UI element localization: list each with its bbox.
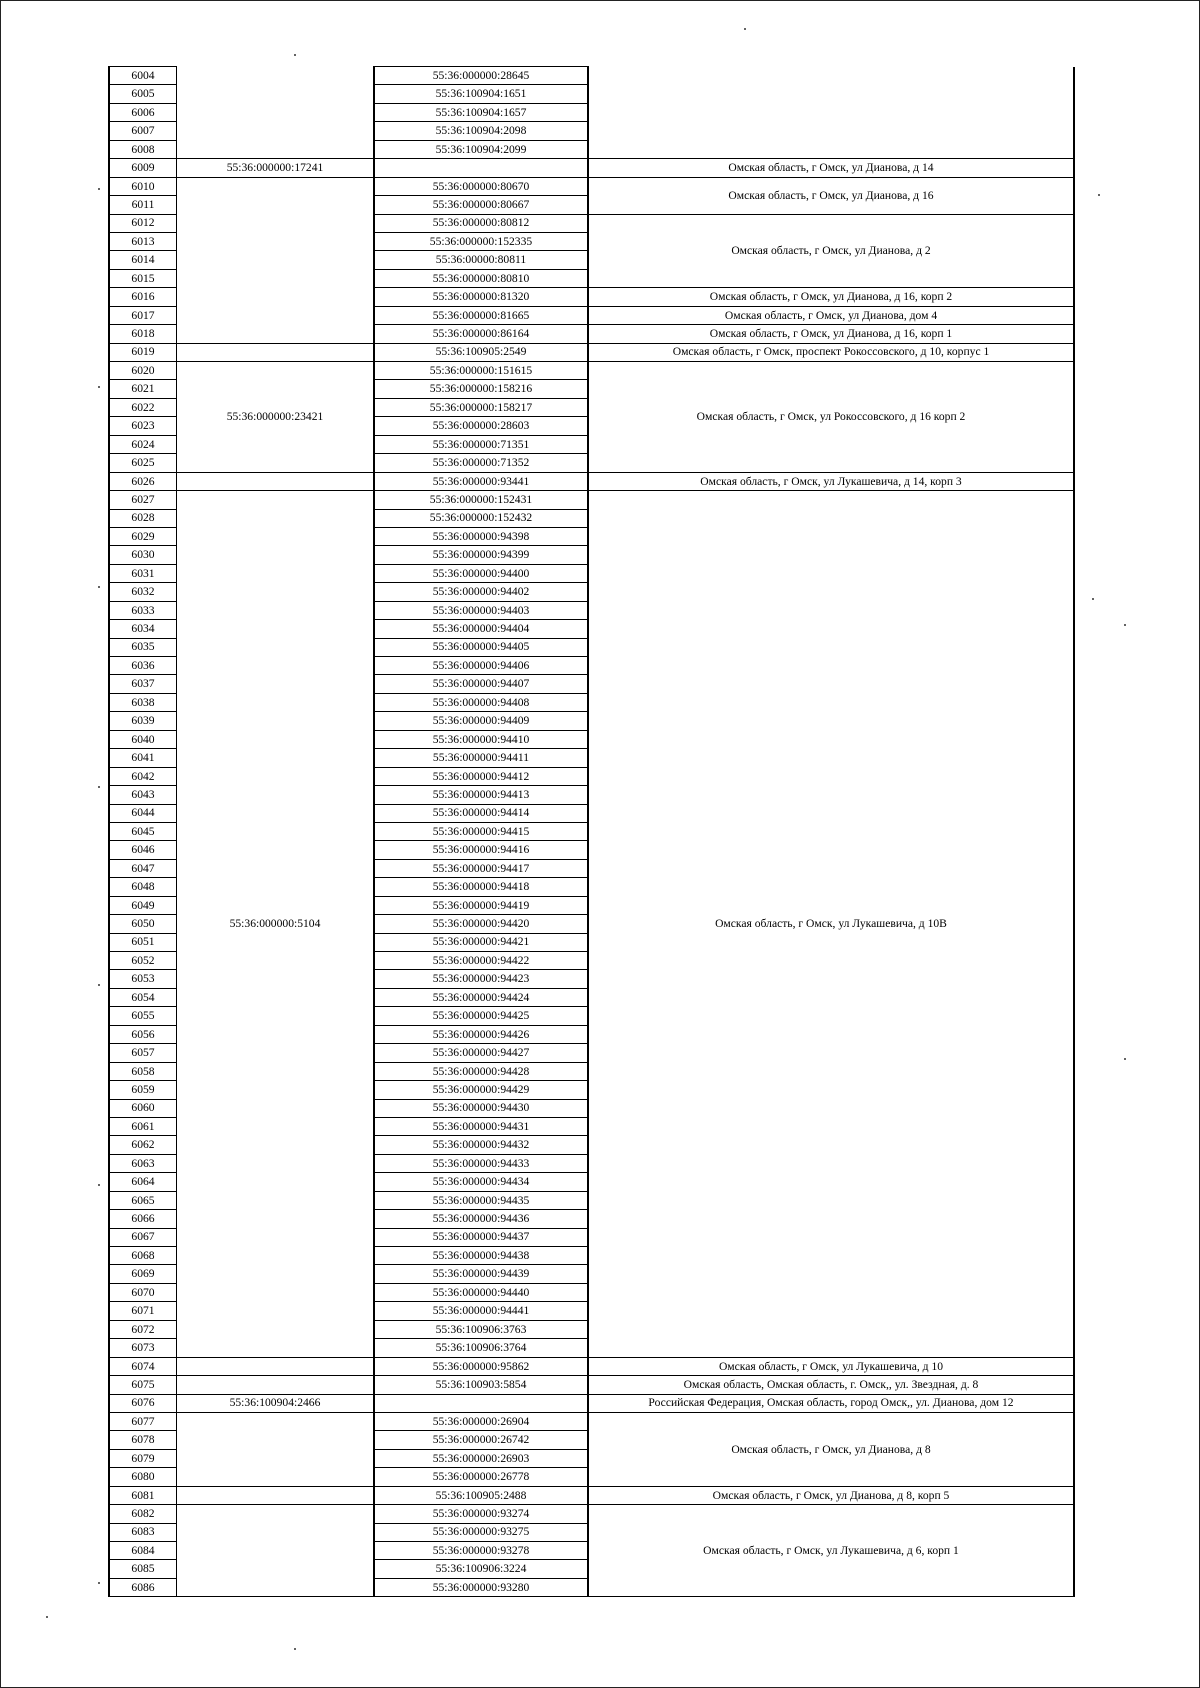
object-cadastral-number-cell: 55:36:000000:94428 <box>374 1062 588 1080</box>
object-cadastral-number-cell: 55:36:000000:94406 <box>374 657 588 675</box>
address-cell: Омская область, г Омск, ул Лукашевича, д 6, корп 1 <box>588 1505 1074 1597</box>
object-cadastral-number-cell: 55:36:000000:94441 <box>374 1302 588 1320</box>
scan-speck <box>1092 598 1094 600</box>
object-cadastral-number-cell: 55:36:000000:94436 <box>374 1210 588 1228</box>
object-cadastral-number-cell: 55:36:000000:94416 <box>374 841 588 859</box>
address-cell: Омская область, г Омск, ул Дианова, дом 4 <box>588 306 1074 324</box>
land-plot-cadastral-cell <box>177 472 375 490</box>
row-number-cell: 6069 <box>109 1265 177 1283</box>
land-plot-cadastral-cell <box>177 1357 375 1375</box>
scan-speck <box>98 984 100 986</box>
row-number-cell: 6066 <box>109 1210 177 1228</box>
object-cadastral-number-cell: 55:36:100904:2099 <box>374 140 588 158</box>
object-cadastral-number-cell: 55:36:000000:80812 <box>374 214 588 232</box>
row-number-cell: 6034 <box>109 620 177 638</box>
address-cell: Омская область, г Омск, ул Дианова, д 8 <box>588 1412 1074 1486</box>
object-cadastral-number-cell: 55:36:000000:81665 <box>374 306 588 324</box>
row-number-cell: 6028 <box>109 509 177 527</box>
row-number-cell: 6078 <box>109 1431 177 1449</box>
object-cadastral-number-cell: 55:36:000000:152335 <box>374 232 588 250</box>
row-number-cell: 6059 <box>109 1081 177 1099</box>
land-plot-cadastral-cell: 55:36:000000:5104 <box>177 491 375 1358</box>
object-cadastral-number-cell: 55:36:000000:94431 <box>374 1117 588 1135</box>
row-number-cell: 6006 <box>109 103 177 121</box>
scan-speck <box>98 386 100 388</box>
address-cell: Омская область, г Омск, ул Рокоссовского, д 16 корп 2 <box>588 362 1074 473</box>
object-cadastral-number-cell: 55:36:000000:94435 <box>374 1191 588 1209</box>
row-number-cell: 6039 <box>109 712 177 730</box>
row-number-cell: 6045 <box>109 822 177 840</box>
row-number-cell: 6074 <box>109 1357 177 1375</box>
row-number-cell: 6025 <box>109 454 177 472</box>
address-cell: Омская область, г Омск, ул Дианова, д 16, корп 1 <box>588 325 1074 343</box>
row-number-cell: 6022 <box>109 398 177 416</box>
row-number-cell: 6023 <box>109 417 177 435</box>
row-number-cell: 6036 <box>109 657 177 675</box>
row-number-cell: 6079 <box>109 1449 177 1467</box>
address-cell: Омская область, г Омск, ул Дианова, д 16, корп 2 <box>588 288 1074 306</box>
row-number-cell: 6032 <box>109 583 177 601</box>
table-row <box>109 67 1074 85</box>
land-plot-cadastral-cell: 55:36:100904:2466 <box>177 1394 375 1412</box>
object-cadastral-number-cell: 55:36:000000:94437 <box>374 1228 588 1246</box>
row-number-cell: 6017 <box>109 306 177 324</box>
table-row <box>109 1486 1074 1504</box>
object-cadastral-number-cell: 55:36:000000:94440 <box>374 1283 588 1301</box>
scan-speck <box>1098 194 1100 196</box>
row-number-cell: 6084 <box>109 1542 177 1560</box>
table-row <box>109 491 1074 509</box>
object-cadastral-number-cell: 55:36:000000:86164 <box>374 325 588 343</box>
registry-table-body <box>109 67 1074 1597</box>
row-number-cell: 6011 <box>109 196 177 214</box>
row-number-cell: 6009 <box>109 159 177 177</box>
land-plot-cadastral-cell <box>177 1376 375 1394</box>
row-number-cell: 6020 <box>109 362 177 380</box>
address-cell: Омская область, г Омск, ул Лукашевича, д 10 <box>588 1357 1074 1375</box>
row-number-cell: 6046 <box>109 841 177 859</box>
land-plot-cadastral-cell <box>177 177 375 343</box>
scan-speck <box>98 786 100 788</box>
table-row <box>109 362 1074 380</box>
scan-speck <box>98 1184 100 1186</box>
object-cadastral-number-cell: 55:36:000000:93441 <box>374 472 588 490</box>
object-cadastral-number-cell: 55:36:000000:94424 <box>374 988 588 1006</box>
row-number-cell: 6067 <box>109 1228 177 1246</box>
row-number-cell: 6012 <box>109 214 177 232</box>
object-cadastral-number-cell: 55:36:000000:94407 <box>374 675 588 693</box>
row-number-cell: 6052 <box>109 952 177 970</box>
object-cadastral-number-cell: 55:36:000000:80810 <box>374 269 588 287</box>
row-number-cell: 6081 <box>109 1486 177 1504</box>
object-cadastral-number-cell: 55:36:000000:94430 <box>374 1099 588 1117</box>
row-number-cell: 6083 <box>109 1523 177 1541</box>
row-number-cell: 6019 <box>109 343 177 361</box>
row-number-cell: 6021 <box>109 380 177 398</box>
row-number-cell: 6033 <box>109 601 177 619</box>
object-cadastral-number-cell: 55:36:000000:80667 <box>374 196 588 214</box>
row-number-cell: 6062 <box>109 1136 177 1154</box>
object-cadastral-number-cell: 55:36:100904:2098 <box>374 122 588 140</box>
row-number-cell: 6005 <box>109 85 177 103</box>
object-cadastral-number-cell: 55:36:000000:94429 <box>374 1081 588 1099</box>
object-cadastral-number-cell: 55:36:000000:28603 <box>374 417 588 435</box>
object-cadastral-number-cell: 55:36:000000:94415 <box>374 822 588 840</box>
object-cadastral-number-cell: 55:36:000000:94427 <box>374 1044 588 1062</box>
scan-speck <box>98 586 100 588</box>
object-cadastral-number-cell: 55:36:000000:94400 <box>374 564 588 582</box>
object-cadastral-number-cell: 55:36:000000:94402 <box>374 583 588 601</box>
scan-speck <box>98 1582 100 1584</box>
table-row <box>109 1412 1074 1430</box>
row-number-cell: 6042 <box>109 767 177 785</box>
row-number-cell: 6015 <box>109 269 177 287</box>
row-number-cell: 6038 <box>109 693 177 711</box>
address-cell: Омская область, Омская область, г. Омск,, ул. Звездная, д. 8 <box>588 1376 1074 1394</box>
row-number-cell: 6026 <box>109 472 177 490</box>
row-number-cell: 6076 <box>109 1394 177 1412</box>
row-number-cell: 6047 <box>109 859 177 877</box>
address-cell: Омская область, г Омск, проспект Рокоссовского, д 10, корпус 1 <box>588 343 1074 361</box>
object-cadastral-number-cell: 55:36:000000:94413 <box>374 786 588 804</box>
object-cadastral-number-cell: 55:36:000000:94420 <box>374 915 588 933</box>
row-number-cell: 6053 <box>109 970 177 988</box>
scan-speck <box>46 1616 48 1618</box>
row-number-cell: 6070 <box>109 1283 177 1301</box>
row-number-cell: 6057 <box>109 1044 177 1062</box>
object-cadastral-number-cell: 55:36:000000:158216 <box>374 380 588 398</box>
row-number-cell: 6085 <box>109 1560 177 1578</box>
object-cadastral-number-cell: 55:36:000000:94426 <box>374 1025 588 1043</box>
row-number-cell: 6071 <box>109 1302 177 1320</box>
address-cell: Омская область, г Омск, ул Дианова, д 2 <box>588 214 1074 288</box>
object-cadastral-number-cell: 55:36:100906:3763 <box>374 1320 588 1338</box>
row-number-cell: 6008 <box>109 140 177 158</box>
row-number-cell: 6044 <box>109 804 177 822</box>
object-cadastral-number-cell: 55:36:000000:158217 <box>374 398 588 416</box>
object-cadastral-number-cell: 55:36:000000:71351 <box>374 435 588 453</box>
row-number-cell: 6073 <box>109 1339 177 1357</box>
row-number-cell: 6080 <box>109 1468 177 1486</box>
object-cadastral-number-cell: 55:36:000000:71352 <box>374 454 588 472</box>
object-cadastral-number-cell: 55:36:000000:81320 <box>374 288 588 306</box>
object-cadastral-number-cell: 55:36:000000:94439 <box>374 1265 588 1283</box>
address-cell: Омская область, г Омск, ул Лукашевича, д 14, корп 3 <box>588 472 1074 490</box>
row-number-cell: 6055 <box>109 1007 177 1025</box>
object-cadastral-number-cell: 55:36:000000:26903 <box>374 1449 588 1467</box>
row-number-cell: 6050 <box>109 915 177 933</box>
object-cadastral-number-cell: 55:36:000000:94399 <box>374 546 588 564</box>
object-cadastral-number-cell: 55:36:000000:26904 <box>374 1412 588 1430</box>
land-plot-cadastral-cell <box>177 67 375 159</box>
row-number-cell: 6058 <box>109 1062 177 1080</box>
table-row <box>109 159 1074 177</box>
row-number-cell: 6035 <box>109 638 177 656</box>
address-cell: Омская область, г Омск, ул Лукашевича, д 10В <box>588 491 1074 1358</box>
row-number-cell: 6018 <box>109 325 177 343</box>
row-number-cell: 6068 <box>109 1247 177 1265</box>
row-number-cell: 6082 <box>109 1505 177 1523</box>
object-cadastral-number-cell: 55:36:000000:94403 <box>374 601 588 619</box>
land-plot-cadastral-cell: 55:36:000000:23421 <box>177 362 375 473</box>
row-number-cell: 6016 <box>109 288 177 306</box>
object-cadastral-number-cell: 55:36:000000:94409 <box>374 712 588 730</box>
object-cadastral-number-cell: 55:36:000000:94408 <box>374 693 588 711</box>
row-number-cell: 6014 <box>109 251 177 269</box>
table-row <box>109 1376 1074 1394</box>
table-row <box>109 472 1074 490</box>
object-cadastral-number-cell: 55:36:000000:95862 <box>374 1357 588 1375</box>
row-number-cell: 6060 <box>109 1099 177 1117</box>
row-number-cell: 6056 <box>109 1025 177 1043</box>
row-number-cell: 6041 <box>109 749 177 767</box>
object-cadastral-number-cell: 55:36:100906:3224 <box>374 1560 588 1578</box>
row-number-cell: 6010 <box>109 177 177 195</box>
object-cadastral-number-cell: 55:36:000000:93278 <box>374 1542 588 1560</box>
object-cadastral-number-cell <box>374 159 588 177</box>
row-number-cell: 6024 <box>109 435 177 453</box>
row-number-cell: 6061 <box>109 1117 177 1135</box>
object-cadastral-number-cell: 55:36:000000:80670 <box>374 177 588 195</box>
object-cadastral-number-cell: 55:36:100903:5854 <box>374 1376 588 1394</box>
object-cadastral-number-cell: 55:36:000000:94411 <box>374 749 588 767</box>
object-cadastral-number-cell: 55:36:100904:1651 <box>374 85 588 103</box>
object-cadastral-number-cell: 55:36:100904:1657 <box>374 103 588 121</box>
scan-speck <box>98 188 100 190</box>
row-number-cell: 6075 <box>109 1376 177 1394</box>
row-number-cell: 6054 <box>109 988 177 1006</box>
object-cadastral-number-cell: 55:36:000000:26742 <box>374 1431 588 1449</box>
row-number-cell: 6051 <box>109 933 177 951</box>
row-number-cell: 6064 <box>109 1173 177 1191</box>
row-number-cell: 6049 <box>109 896 177 914</box>
registry-table <box>108 66 1075 1597</box>
scan-speck <box>294 1648 296 1650</box>
scan-speck <box>744 28 746 30</box>
land-plot-cadastral-cell <box>177 1412 375 1486</box>
object-cadastral-number-cell: 55:36:000000:94422 <box>374 952 588 970</box>
object-cadastral-number-cell <box>374 1394 588 1412</box>
row-number-cell: 6013 <box>109 232 177 250</box>
row-number-cell: 6086 <box>109 1578 177 1596</box>
address-cell: Омская область, г Омск, ул Дианова, д 8, корп 5 <box>588 1486 1074 1504</box>
object-cadastral-number-cell: 55:36:000000:94425 <box>374 1007 588 1025</box>
address-cell <box>588 67 1074 159</box>
object-cadastral-number-cell: 55:36:000000:152432 <box>374 509 588 527</box>
object-cadastral-number-cell: 55:36:000000:94414 <box>374 804 588 822</box>
object-cadastral-number-cell: 55:36:000000:94423 <box>374 970 588 988</box>
object-cadastral-number-cell: 55:36:000000:93274 <box>374 1505 588 1523</box>
land-plot-cadastral-cell <box>177 1505 375 1597</box>
object-cadastral-number-cell: 55:36:000000:93275 <box>374 1523 588 1541</box>
row-number-cell: 6043 <box>109 786 177 804</box>
table-row <box>109 177 1074 195</box>
row-number-cell: 6077 <box>109 1412 177 1430</box>
scan-speck <box>294 54 296 56</box>
object-cadastral-number-cell: 55:36:000000:94438 <box>374 1247 588 1265</box>
object-cadastral-number-cell: 55:36:000000:94412 <box>374 767 588 785</box>
row-number-cell: 6065 <box>109 1191 177 1209</box>
object-cadastral-number-cell: 55:36:000000:94417 <box>374 859 588 877</box>
object-cadastral-number-cell: 55:36:000000:93280 <box>374 1578 588 1596</box>
address-cell: Омская область, г Омск, ул Дианова, д 16 <box>588 177 1074 214</box>
object-cadastral-number-cell: 55:36:000000:94410 <box>374 730 588 748</box>
scan-speck <box>1124 1058 1126 1060</box>
object-cadastral-number-cell: 55:36:000000:151615 <box>374 362 588 380</box>
object-cadastral-number-cell: 55:36:000000:94421 <box>374 933 588 951</box>
land-plot-cadastral-cell <box>177 343 375 361</box>
object-cadastral-number-cell: 55:36:000000:94433 <box>374 1154 588 1172</box>
object-cadastral-number-cell: 55:36:000000:94398 <box>374 527 588 545</box>
table-row <box>109 1505 1074 1523</box>
object-cadastral-number-cell: 55:36:100905:2549 <box>374 343 588 361</box>
row-number-cell: 6037 <box>109 675 177 693</box>
row-number-cell: 6048 <box>109 878 177 896</box>
row-number-cell: 6063 <box>109 1154 177 1172</box>
land-plot-cadastral-cell <box>177 1486 375 1504</box>
row-number-cell: 6040 <box>109 730 177 748</box>
row-number-cell: 6007 <box>109 122 177 140</box>
row-number-cell: 6072 <box>109 1320 177 1338</box>
row-number-cell: 6027 <box>109 491 177 509</box>
object-cadastral-number-cell: 55:36:000000:26778 <box>374 1468 588 1486</box>
row-number-cell: 6031 <box>109 564 177 582</box>
table-row <box>109 1394 1074 1412</box>
object-cadastral-number-cell: 55:36:000000:94418 <box>374 878 588 896</box>
scan-speck <box>1124 624 1126 626</box>
object-cadastral-number-cell: 55:36:000000:94404 <box>374 620 588 638</box>
object-cadastral-number-cell: 55:36:100906:3764 <box>374 1339 588 1357</box>
address-cell: Омская область, г Омск, ул Дианова, д 14 <box>588 159 1074 177</box>
object-cadastral-number-cell: 55:36:000000:94405 <box>374 638 588 656</box>
row-number-cell: 6029 <box>109 527 177 545</box>
object-cadastral-number-cell: 55:36:000000:28645 <box>374 67 588 85</box>
row-number-cell: 6030 <box>109 546 177 564</box>
object-cadastral-number-cell: 55:36:000000:152431 <box>374 491 588 509</box>
object-cadastral-number-cell: 55:36:00000:80811 <box>374 251 588 269</box>
land-plot-cadastral-cell: 55:36:000000:17241 <box>177 159 375 177</box>
object-cadastral-number-cell: 55:36:100905:2488 <box>374 1486 588 1504</box>
object-cadastral-number-cell: 55:36:000000:94432 <box>374 1136 588 1154</box>
address-cell: Российская Федерация, Омская область, город Омск,, ул. Дианова, дом 12 <box>588 1394 1074 1412</box>
row-number-cell: 6004 <box>109 67 177 85</box>
table-row <box>109 343 1074 361</box>
object-cadastral-number-cell: 55:36:000000:94419 <box>374 896 588 914</box>
object-cadastral-number-cell: 55:36:000000:94434 <box>374 1173 588 1191</box>
table-row <box>109 1357 1074 1375</box>
